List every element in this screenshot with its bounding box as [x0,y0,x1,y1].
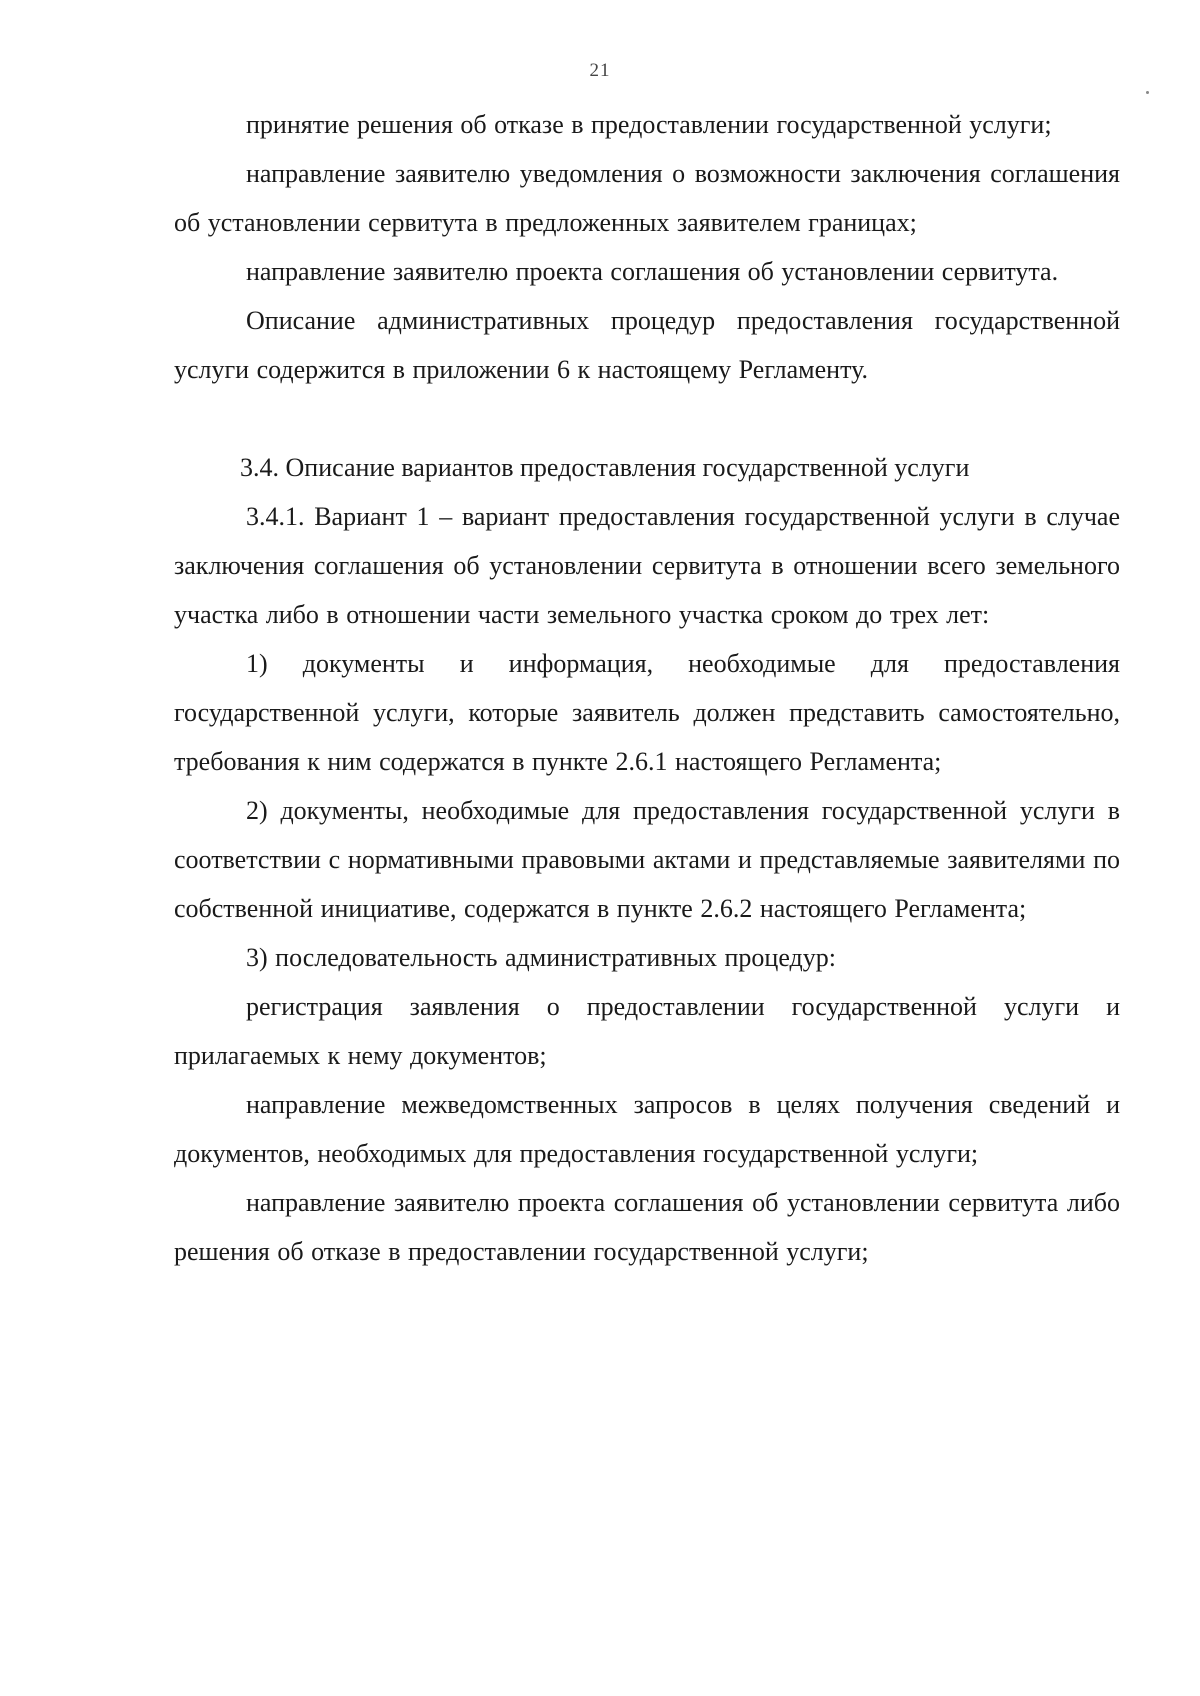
paragraph-variant-1: 3.4.1. Вариант 1 – вариант предоставления государственной услуги в случае заключения соглашения об установлении сервитута в отношении всего земельного участка либо в отношении части земельного участка сроком до трех лет: [174,502,1120,629]
paragraph-notification-servitude: направление заявителю уведомления о возможности заключения соглашения об установлении сервитута в предложенных заявителем границах; [174,159,1120,237]
document-body [174,100,1120,1276]
paragraph-item-1: 1) документы и информация, необходимые для предоставления государственной услуги, которые заявитель должен представить самостоятельно, требования к ним содержатся в пункте 2.6.1 настоящего Регламента; [174,649,1120,776]
paragraph-registration: регистрация заявления о предоставлении государственной услуги и прилагаемых к нему документов; [174,992,1120,1070]
paragraph-send-draft-or-refusal: направление заявителю проекта соглашения об установлении сервитута либо решения об отказе в предоставлении государственной услуги; [174,1188,1120,1266]
paragraph-procedures-description: Описание административных процедур предоставления государственной услуги содержится в приложении 6 к настоящему Регламенту. [174,306,1120,384]
scan-speck [1146,91,1149,94]
paragraph-interagency-requests: направление межведомственных запросов в целях получения сведений и документов, необходимых для предоставления государственной услуги; [174,1090,1120,1168]
paragraph-item-2: 2) документы, необходимые для предоставления государственной услуги в соответствии с нормативными правовыми актами и представляемые заявителями по собственной инициативе, содержатся в пункте 2.6.2 настоящего Регламента; [174,796,1120,923]
section-heading: 3.4. Описание вариантов предоставления государственной услуги [240,453,970,482]
paragraph-refusal-decision: принятие решения об отказе в предоставлении государственной услуги; [246,110,1052,139]
paragraph-item-3: 3) последовательность административных процедур: [246,943,836,972]
page-number: 21 [589,60,611,81]
paragraph-agreement-draft: направление заявителю проекта соглашения об установлении сервитута. [246,257,1059,286]
